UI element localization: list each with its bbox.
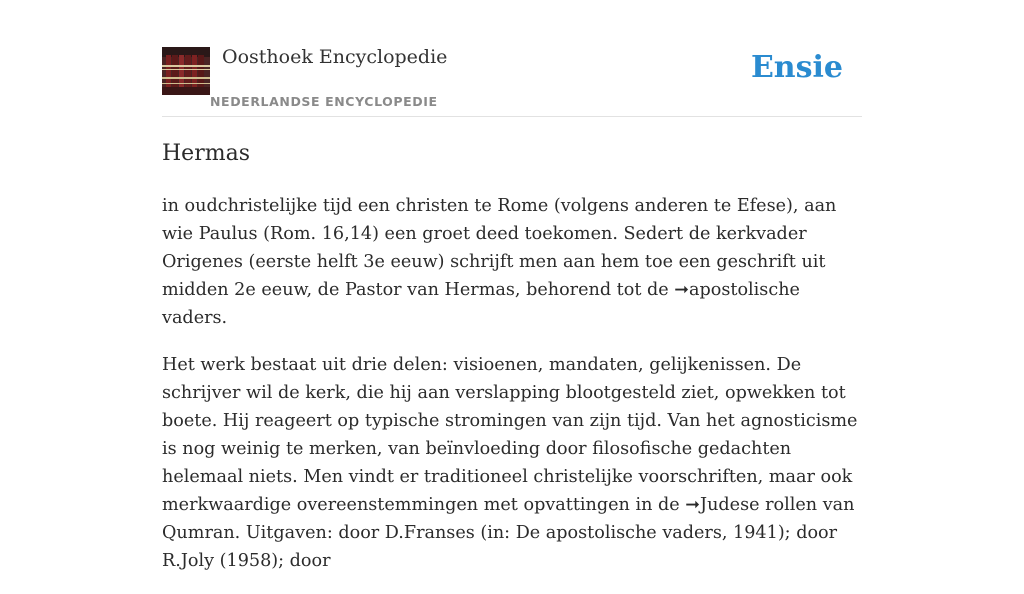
article-title: Hermas bbox=[162, 141, 250, 166]
link-apostolische-vaders[interactable]: ➞apostolische vaders bbox=[162, 280, 800, 328]
paragraph-text: . Uitgaven: door D.Franses (in: De apostolische vaders, 1941); door R.Joly (1958); door bbox=[162, 523, 838, 571]
article-body bbox=[162, 192, 862, 594]
site-name[interactable]: Oosthoek Encyclopedie bbox=[222, 46, 448, 68]
brand-logo[interactable]: Ensie bbox=[750, 50, 843, 85]
paragraph-1 bbox=[162, 192, 862, 332]
site-logo[interactable] bbox=[162, 47, 210, 95]
link-judese-rollen-van-qumran[interactable]: ➞Judese rollen van Qumran bbox=[162, 495, 855, 543]
paragraph-text: . bbox=[221, 308, 228, 328]
site-header bbox=[162, 40, 862, 117]
site-subtitle: NEDERLANDSE ENCYCLOPEDIE bbox=[210, 94, 438, 109]
paragraph-2 bbox=[162, 351, 862, 575]
paragraph-text: Het werk bestaat uit drie delen: visioenen, mandaten, gelijkenissen. De schrijver wil de kerk, die hij aan verslapping blootgesteld ziet, opwekken tot boete. Hij reageert op typische stromingen van zijn tijd. Van het agnosticisme is nog weinig te merken, van beïnvloeding door filosofische gedachten helemaal niets. Men vindt er traditioneel christelijke voorschriften, maar ook merkwaardige overeenstemmingen met opvattingen in de bbox=[162, 355, 858, 515]
book-spines-icon bbox=[162, 47, 210, 95]
paragraph-text: in oudchristelijke tijd een christen te Rome (volgens anderen te Efese), aan wie Paulus (Rom. 16,14) een groet deed toekomen. Sedert de kerkvader Origenes (eerste helft 3e eeuw) schrijft men aan hem toe een geschrift uit midden 2e eeuw, de Pastor van Hermas, behorend tot de bbox=[162, 196, 837, 300]
